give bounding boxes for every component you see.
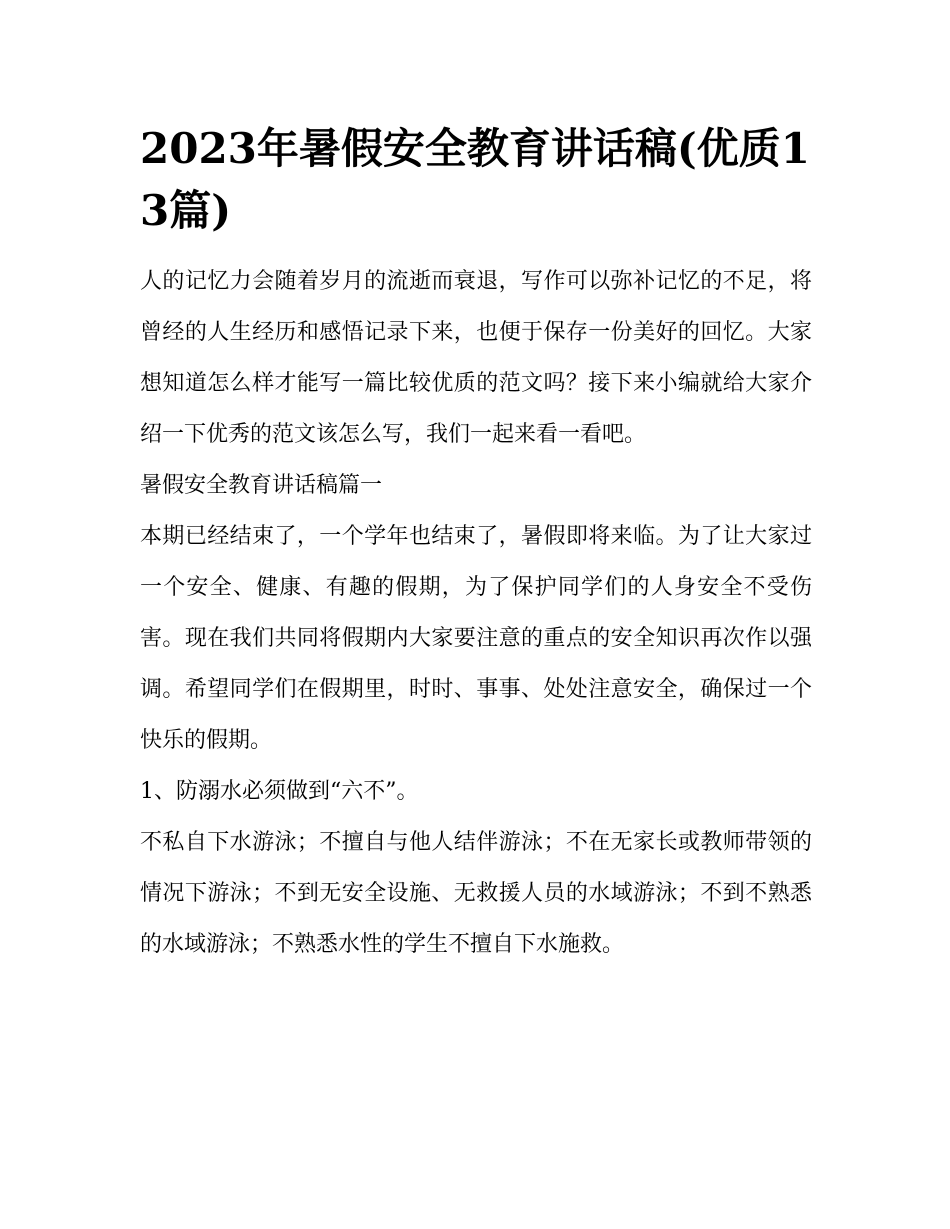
intro-paragraph: 人的记忆力会随着岁月的流逝而衰退，写作可以弥补记忆的不足，将曾经的人生经历和感悟记录下来，也便于保存一份美好的回忆。大家想知道怎么样才能写一篇比较优质的范文吗？接下来小编就给大家介绍一下优秀的范文该怎么写，我们一起来看一看吧。	[140, 269, 812, 447]
document-title: 2023年暑假安全教育讲话稿(优质13篇)	[140, 124, 810, 235]
body-paragraph: 本期已经结束了，一个学年也结束了，暑假即将来临。为了让大家过一个安全、健康、有趣的假期，为了保护同学们的人身安全不受伤害。现在我们共同将假期内大家要注意的重点的安全知识再次作以强调。希望同学们在假期里，时时、事事、处处注意安全，确保过一个快乐的假期。	[140, 524, 812, 753]
list-item-heading: 1、防溺水必须做到“六不”。	[140, 779, 419, 804]
section-heading: 暑假安全教育讲话稿篇一	[140, 473, 383, 498]
body-paragraph: 不私自下水游泳；不擅自与他人结伴游泳；不在无家长或教师带领的情况下游泳；不到无安全设施、无救援人员的水域游泳；不到不熟悉的水域游泳；不熟悉水性的学生不擅自下水施救。	[140, 830, 812, 957]
document-body	[140, 118, 812, 970]
